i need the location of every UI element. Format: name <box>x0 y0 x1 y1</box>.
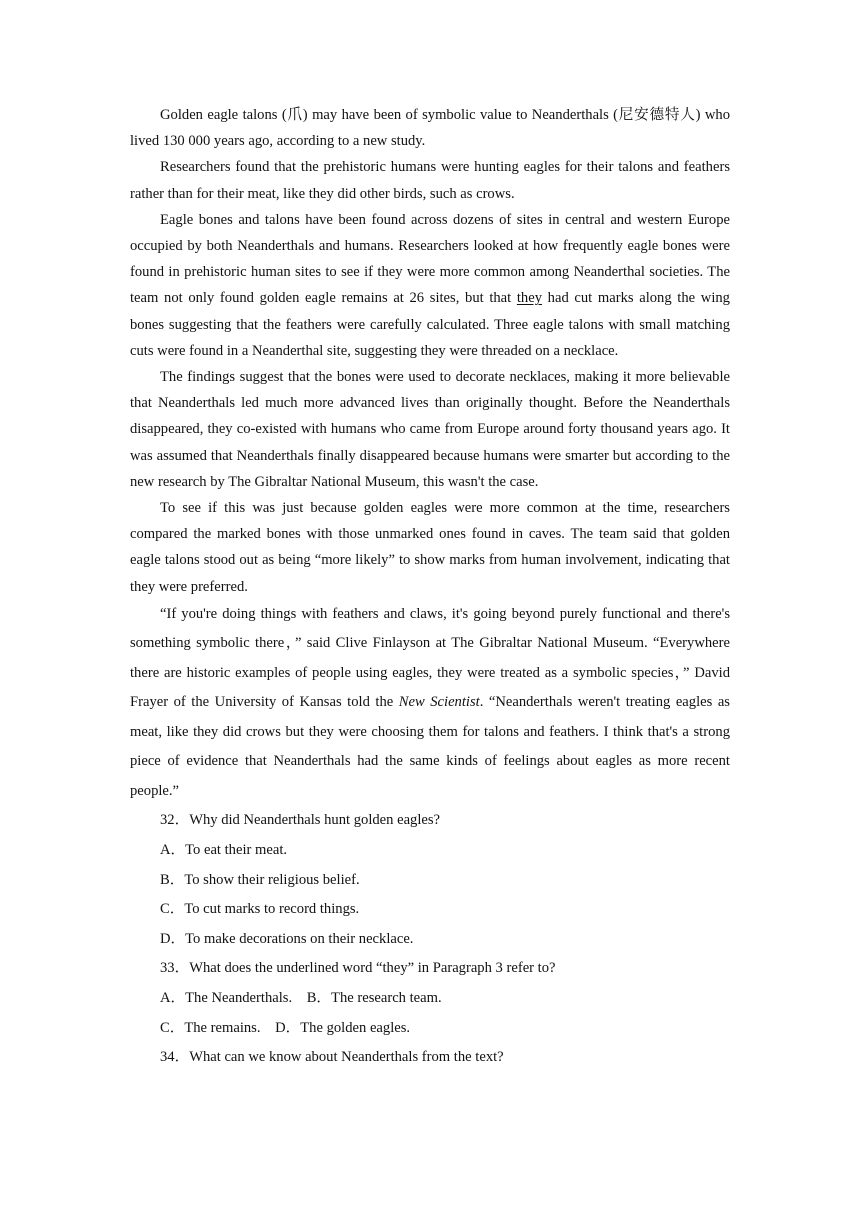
paragraph-3-text-before: Eagle bones and talons have been found across dozens of sites in central and western Europe occupied by both Neanderthals and humans. Researchers looked at how frequently eagle bones were found in prehistoric human sites to see if they were more common among Neanderthal societies. The team not only found golden eagle remains at 26 sites, but that <box>130 211 730 307</box>
question-34: 34．What can we know about Neanderthals from the text? <box>160 1049 504 1066</box>
paragraph-6 <box>130 600 730 807</box>
paragraph-1: Golden eagle talons (爪) may have been of symbolic value to Neanderthals (尼安德特人) who lived 130 000 years ago, according to a new study. <box>130 107 730 150</box>
paragraph-6-text-a: “If you're doing things with feathers and claws, it's going beyond purely functional and there's something symbolic there，” said Clive Finlayson at The Gibraltar National Museum. “Everywhere there are historic examples of people using eagles, they were treated as a symbolic species，” David Frayer of the University of Kansas told the <box>130 605 730 711</box>
paragraph-6-text-b: . “Neanderthals weren't treating eagles as meat, like they did crows but they were choosing them for talons and feathers. I think that's a strong piece of evidence that Neanderthals had the same kinds of feelings about eagles as more recent people.” <box>130 694 730 799</box>
paragraph-4: The findings suggest that the bones were used to decorate necklaces, making it more believable that Neanderthals led much more advanced lives than originally thought. Before the Neanderthals disappeared, they co-existed with humans who came from Europe around forty thousand years ago. It was assumed that Neanderthals finally disappeared because humans were smarter but according to the new research by The Gibraltar National Museum, this wasn't the case. <box>130 369 730 490</box>
underlined-word-they: they <box>516 290 543 307</box>
paragraph-3-text-after: had cut marks along the wing bones suggesting that the feathers were carefully calculated. Three eagle talons with small matching cuts were found in a Neanderthal site, suggesting they were threaded on a necklace. <box>130 290 730 359</box>
publication-title: New Scientist <box>398 694 480 711</box>
question-32-option-a: A．To eat their meat. <box>160 841 288 858</box>
question-32-option-b: B．To show their religious belief. <box>160 871 360 888</box>
document-page <box>130 102 730 1073</box>
paragraph-2: Researchers found that the prehistoric humans were hunting eagles for their talons and feathers rather than for their meat, like they did other birds, such as crows. <box>130 159 730 202</box>
question-33-options-cd: C．The remains. D．The golden eagles. <box>160 1019 411 1036</box>
paragraph-5: To see if this was just because golden eagles were more common at the time, researchers compared the marked bones with those unmarked ones found in caves. The team said that golden eagle talons stood out as being “more likely” to show marks from human involvement, indicating that they were preferred. <box>130 500 730 595</box>
paragraph-3 <box>130 207 730 364</box>
question-32: 32．Why did Neanderthals hunt golden eagles? <box>160 812 441 829</box>
question-32-option-c: C．To cut marks to record things. <box>160 901 360 918</box>
question-32-option-d: D．To make decorations on their necklace. <box>160 930 414 947</box>
question-33: 33．What does the underlined word “they” in Paragraph 3 refer to? <box>160 960 556 977</box>
question-33-options-ab: A．The Neanderthals. B．The research team. <box>160 989 442 1006</box>
